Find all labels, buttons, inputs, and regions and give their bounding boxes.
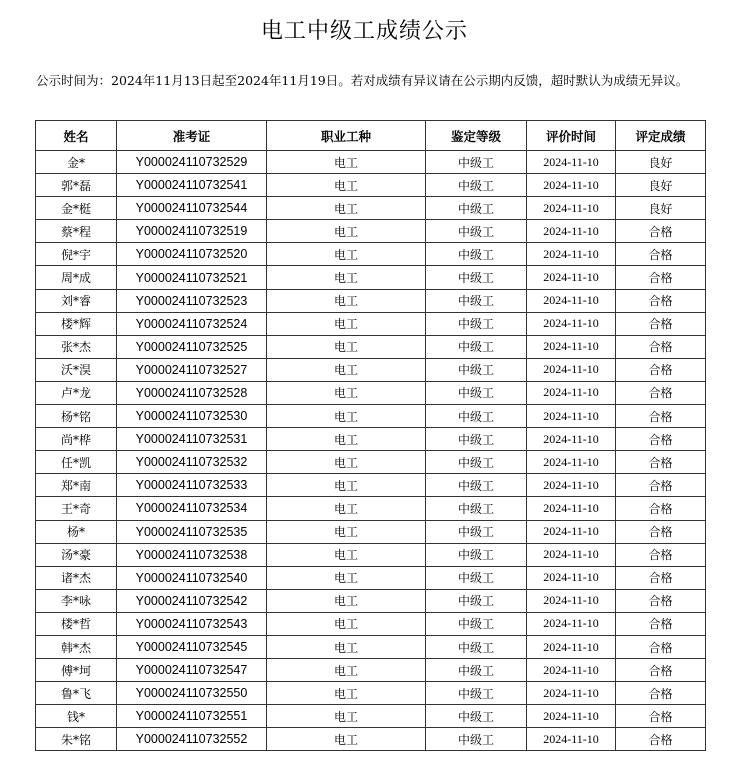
cell-result: 合格: [616, 289, 706, 312]
cell-date: 2024-11-10: [527, 358, 616, 381]
cell-name: 诸*杰: [36, 566, 117, 589]
cell-occupation: 电工: [267, 243, 426, 266]
cell-ticket-number: Y000024110732534: [117, 497, 267, 520]
cell-level: 中级工: [426, 635, 527, 658]
cell-ticket-number: Y000024110732531: [117, 428, 267, 451]
cell-ticket-number: Y000024110732523: [117, 289, 267, 312]
cell-level: 中级工: [426, 381, 527, 404]
cell-ticket-number: Y000024110732550: [117, 682, 267, 705]
cell-date: 2024-11-10: [527, 659, 616, 682]
table-row: [36, 659, 706, 682]
cell-name: 楼*哲: [36, 612, 117, 635]
cell-ticket-number: Y000024110732540: [117, 566, 267, 589]
cell-occupation: 电工: [267, 659, 426, 682]
cell-name: 卢*龙: [36, 381, 117, 404]
cell-ticket-number: Y000024110732541: [117, 174, 267, 197]
cell-level: 中级工: [426, 728, 527, 751]
cell-date: 2024-11-10: [527, 497, 616, 520]
cell-level: 中级工: [426, 520, 527, 543]
cell-date: 2024-11-10: [527, 381, 616, 404]
cell-name: 金*: [36, 151, 117, 174]
cell-level: 中级工: [426, 428, 527, 451]
table-row: [36, 428, 706, 451]
cell-date: 2024-11-10: [527, 705, 616, 728]
cell-occupation: 电工: [267, 381, 426, 404]
cell-occupation: 电工: [267, 635, 426, 658]
cell-level: 中级工: [426, 243, 527, 266]
cell-occupation: 电工: [267, 405, 426, 428]
cell-name: 汤*豪: [36, 543, 117, 566]
cell-level: 中级工: [426, 451, 527, 474]
cell-name: 金*梃: [36, 197, 117, 220]
table-row: [36, 589, 706, 612]
cell-occupation: 电工: [267, 728, 426, 751]
cell-result: 良好: [616, 174, 706, 197]
cell-result: 合格: [616, 566, 706, 589]
table-row: [36, 543, 706, 566]
cell-ticket-number: Y000024110732521: [117, 266, 267, 289]
cell-name: 郭*磊: [36, 174, 117, 197]
cell-result: 合格: [616, 428, 706, 451]
cell-name: 朱*铭: [36, 728, 117, 751]
table-body: [36, 151, 706, 751]
cell-level: 中级工: [426, 197, 527, 220]
table-row: [36, 243, 706, 266]
cell-name: 刘*睿: [36, 289, 117, 312]
cell-ticket-number: Y000024110732547: [117, 659, 267, 682]
cell-date: 2024-11-10: [527, 428, 616, 451]
cell-result: 合格: [616, 474, 706, 497]
cell-level: 中级工: [426, 174, 527, 197]
cell-level: 中级工: [426, 497, 527, 520]
cell-date: 2024-11-10: [527, 566, 616, 589]
table-row: [36, 151, 706, 174]
table-row: [36, 405, 706, 428]
cell-result: 合格: [616, 405, 706, 428]
results-table: [35, 120, 706, 751]
cell-level: 中级工: [426, 589, 527, 612]
cell-ticket-number: Y000024110732533: [117, 474, 267, 497]
cell-level: 中级工: [426, 659, 527, 682]
cell-level: 中级工: [426, 682, 527, 705]
table-row: [36, 451, 706, 474]
column-header-level: 鉴定等级: [426, 121, 527, 151]
cell-result: 合格: [616, 243, 706, 266]
column-header-occupation: 职业工种: [267, 121, 426, 151]
cell-ticket-number: Y000024110732544: [117, 197, 267, 220]
cell-level: 中级工: [426, 335, 527, 358]
cell-result: 合格: [616, 220, 706, 243]
cell-name: 沃*淏: [36, 358, 117, 381]
table-row: [36, 266, 706, 289]
cell-occupation: 电工: [267, 682, 426, 705]
table-row: [36, 174, 706, 197]
table-row: [36, 335, 706, 358]
table-row: [36, 497, 706, 520]
cell-ticket-number: Y000024110732520: [117, 243, 267, 266]
cell-result: 合格: [616, 612, 706, 635]
cell-level: 中级工: [426, 705, 527, 728]
cell-level: 中级工: [426, 151, 527, 174]
cell-name: 杨*: [36, 520, 117, 543]
cell-occupation: 电工: [267, 451, 426, 474]
cell-date: 2024-11-10: [527, 451, 616, 474]
cell-name: 傅*坷: [36, 659, 117, 682]
cell-date: 2024-11-10: [527, 312, 616, 335]
cell-occupation: 电工: [267, 428, 426, 451]
cell-occupation: 电工: [267, 612, 426, 635]
cell-ticket-number: Y000024110732530: [117, 405, 267, 428]
cell-result: 合格: [616, 589, 706, 612]
table-row: [36, 381, 706, 404]
cell-date: 2024-11-10: [527, 197, 616, 220]
cell-result: 合格: [616, 682, 706, 705]
table-row: [36, 705, 706, 728]
cell-name: 周*成: [36, 266, 117, 289]
cell-date: 2024-11-10: [527, 682, 616, 705]
cell-name: 郑*南: [36, 474, 117, 497]
table-row: [36, 728, 706, 751]
table-row: [36, 566, 706, 589]
cell-date: 2024-11-10: [527, 635, 616, 658]
cell-level: 中级工: [426, 266, 527, 289]
cell-level: 中级工: [426, 220, 527, 243]
cell-ticket-number: Y000024110732552: [117, 728, 267, 751]
cell-date: 2024-11-10: [527, 612, 616, 635]
cell-ticket-number: Y000024110732543: [117, 612, 267, 635]
cell-result: 合格: [616, 728, 706, 751]
cell-date: 2024-11-10: [527, 220, 616, 243]
cell-date: 2024-11-10: [527, 543, 616, 566]
cell-occupation: 电工: [267, 289, 426, 312]
table-row: [36, 220, 706, 243]
cell-level: 中级工: [426, 566, 527, 589]
cell-ticket-number: Y000024110732524: [117, 312, 267, 335]
table-row: [36, 682, 706, 705]
cell-date: 2024-11-10: [527, 474, 616, 497]
cell-date: 2024-11-10: [527, 520, 616, 543]
cell-name: 杨*铭: [36, 405, 117, 428]
cell-ticket-number: Y000024110732528: [117, 381, 267, 404]
cell-ticket-number: Y000024110732532: [117, 451, 267, 474]
cell-ticket-number: Y000024110732535: [117, 520, 267, 543]
cell-level: 中级工: [426, 474, 527, 497]
cell-name: 尚*桦: [36, 428, 117, 451]
cell-result: 合格: [616, 705, 706, 728]
cell-name: 王*奇: [36, 497, 117, 520]
cell-ticket-number: Y000024110732525: [117, 335, 267, 358]
cell-occupation: 电工: [267, 266, 426, 289]
cell-date: 2024-11-10: [527, 174, 616, 197]
cell-ticket-number: Y000024110732529: [117, 151, 267, 174]
cell-ticket-number: Y000024110732551: [117, 705, 267, 728]
page-title: 电工中级工成绩公示: [260, 19, 468, 44]
cell-date: 2024-11-10: [527, 289, 616, 312]
cell-occupation: 电工: [267, 474, 426, 497]
table-row: [36, 312, 706, 335]
cell-result: 合格: [616, 497, 706, 520]
cell-occupation: 电工: [267, 497, 426, 520]
cell-result: 良好: [616, 151, 706, 174]
cell-ticket-number: Y000024110732527: [117, 358, 267, 381]
cell-occupation: 电工: [267, 197, 426, 220]
cell-result: 合格: [616, 335, 706, 358]
cell-ticket-number: Y000024110732538: [117, 543, 267, 566]
cell-date: 2024-11-10: [527, 151, 616, 174]
cell-occupation: 电工: [267, 151, 426, 174]
cell-occupation: 电工: [267, 705, 426, 728]
cell-level: 中级工: [426, 612, 527, 635]
table-row: [36, 289, 706, 312]
cell-result: 合格: [616, 381, 706, 404]
table-row: [36, 197, 706, 220]
table-row: [36, 635, 706, 658]
notice-text: 公示时间为：2024年11月13日起至2024年11月19日。若对成绩有异议请在公示期内反馈，超时默认为成绩无异议。: [36, 73, 689, 88]
cell-date: 2024-11-10: [527, 243, 616, 266]
cell-result: 合格: [616, 451, 706, 474]
cell-occupation: 电工: [267, 335, 426, 358]
cell-result: 合格: [616, 543, 706, 566]
cell-level: 中级工: [426, 358, 527, 381]
cell-name: 鲁*飞: [36, 682, 117, 705]
column-header-date: 评价时间: [527, 121, 616, 151]
cell-name: 楼*辉: [36, 312, 117, 335]
cell-name: 蔡*程: [36, 220, 117, 243]
cell-occupation: 电工: [267, 174, 426, 197]
cell-result: 合格: [616, 659, 706, 682]
cell-result: 良好: [616, 197, 706, 220]
cell-result: 合格: [616, 358, 706, 381]
cell-level: 中级工: [426, 312, 527, 335]
cell-name: 韩*杰: [36, 635, 117, 658]
cell-ticket-number: Y000024110732545: [117, 635, 267, 658]
cell-occupation: 电工: [267, 520, 426, 543]
table-row: [36, 358, 706, 381]
cell-occupation: 电工: [267, 543, 426, 566]
cell-occupation: 电工: [267, 312, 426, 335]
cell-ticket-number: Y000024110732519: [117, 220, 267, 243]
table-row: [36, 612, 706, 635]
table-row: [36, 474, 706, 497]
cell-level: 中级工: [426, 543, 527, 566]
column-header-name: 姓名: [36, 121, 117, 151]
cell-result: 合格: [616, 635, 706, 658]
cell-result: 合格: [616, 266, 706, 289]
cell-date: 2024-11-10: [527, 589, 616, 612]
cell-date: 2024-11-10: [527, 335, 616, 358]
cell-name: 钱*: [36, 705, 117, 728]
cell-date: 2024-11-10: [527, 728, 616, 751]
cell-level: 中级工: [426, 289, 527, 312]
cell-occupation: 电工: [267, 566, 426, 589]
table-header-row: [36, 121, 706, 151]
cell-name: 李*咏: [36, 589, 117, 612]
cell-level: 中级工: [426, 405, 527, 428]
column-header-result: 评定成绩: [616, 121, 706, 151]
cell-date: 2024-11-10: [527, 405, 616, 428]
cell-name: 任*凯: [36, 451, 117, 474]
cell-occupation: 电工: [267, 358, 426, 381]
column-header-ticket: 准考证: [117, 121, 267, 151]
cell-name: 倪*宇: [36, 243, 117, 266]
cell-result: 合格: [616, 312, 706, 335]
cell-result: 合格: [616, 520, 706, 543]
cell-ticket-number: Y000024110732542: [117, 589, 267, 612]
cell-occupation: 电工: [267, 589, 426, 612]
cell-occupation: 电工: [267, 220, 426, 243]
cell-name: 张*杰: [36, 335, 117, 358]
cell-date: 2024-11-10: [527, 266, 616, 289]
table-row: [36, 520, 706, 543]
